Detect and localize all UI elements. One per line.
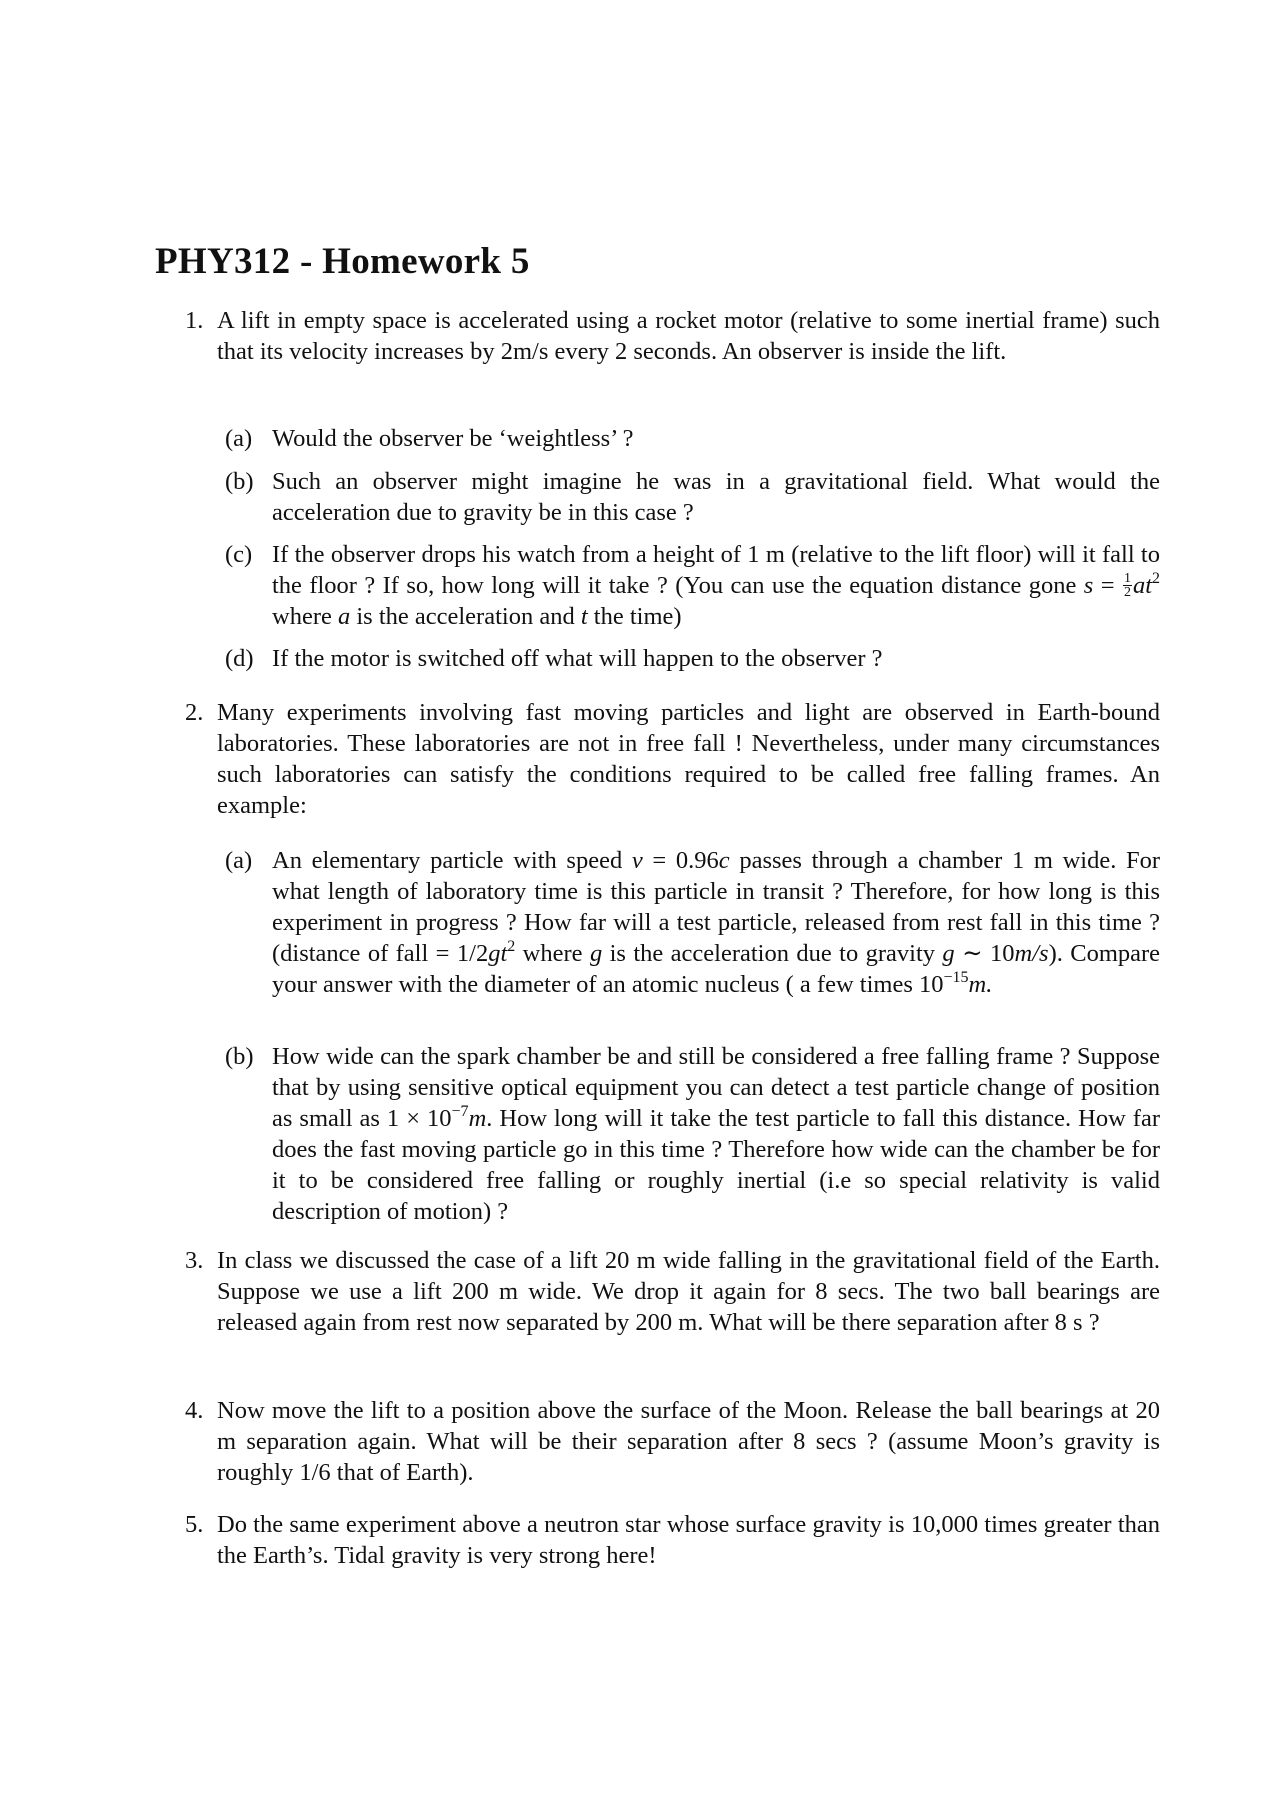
- subquestion-label: (c): [225, 541, 253, 568]
- math-var: m: [468, 1105, 487, 1132]
- question-number: 3.: [185, 1247, 204, 1274]
- text-segment: An elementary particle with speed: [272, 847, 623, 874]
- subquestion-text: If the motor is switched off what will happen to the observer ?: [272, 645, 883, 672]
- text-segment: ∼ 10: [962, 940, 1015, 967]
- math-var: s: [1083, 572, 1094, 599]
- math-var: g: [589, 940, 603, 967]
- question-4: [185, 1395, 1160, 1488]
- question-1a: [225, 423, 1160, 454]
- subquestion-text: Such an observer might imagine he was in a gravitational field. What would the acceleration due to gravity be in this case ?: [272, 468, 1160, 526]
- question-number: 5.: [185, 1511, 204, 1538]
- text-segment: where: [522, 940, 583, 967]
- page-title: PHY312 - Homework 5: [155, 241, 530, 282]
- text-segment: is the acceleration due to gravity: [609, 940, 936, 967]
- text-segment: How wide can the spark chamber be and still be considered a free falling frame ? Suppose that by using sensitive optical equipment you can detect a test particle change of position as small as 1 × 10: [272, 1043, 1160, 1132]
- question-2: [185, 697, 1160, 821]
- question-2a: [225, 845, 1160, 1000]
- math-var: gt: [488, 940, 508, 967]
- question-1b: [225, 466, 1160, 528]
- math-exponent: 2: [1152, 569, 1161, 587]
- text-segment: is the acceleration and: [356, 603, 575, 630]
- subquestion-text: Would the observer be ‘weightless’ ?: [272, 425, 634, 452]
- question-text: Now move the lift to a position above the surface of the Moon. Release the ball bearings at 20 m separation again. What will be their separation after 8 secs ? (assume Moon’s gravity is roughly 1/6 that of Earth).: [217, 1397, 1160, 1486]
- math-exponent: −7: [451, 1102, 469, 1120]
- subquestion-text: [272, 1041, 1160, 1227]
- text-segment: the time): [593, 603, 682, 630]
- question-text: Do the same experiment above a neutron star whose surface gravity is 10,000 times greater than the Earth’s. Tidal gravity is very strong here!: [217, 1511, 1160, 1569]
- math-var: m.: [968, 971, 993, 998]
- question-number: 4.: [185, 1397, 204, 1424]
- math-var: v: [631, 847, 643, 874]
- subquestion-label: (b): [225, 1043, 254, 1070]
- question-1: [185, 305, 1160, 367]
- fraction-numerator: 1: [1123, 570, 1131, 586]
- math-op: =: [1100, 572, 1115, 599]
- subquestion-label: (b): [225, 468, 254, 495]
- math-exponent: −15: [943, 968, 969, 986]
- math-exponent: 2: [507, 937, 516, 955]
- question-number: 1.: [185, 307, 204, 334]
- fraction: [1123, 572, 1132, 599]
- question-3: [185, 1245, 1160, 1338]
- question-text: Many experiments involving fast moving particles and light are observed in Earth-bound laboratories. These laboratories are not in free fall ! Nevertheless, under many circumstances such laboratories can satisfy the conditions required to be called free falling frames. An example:: [217, 699, 1160, 819]
- question-text: A lift in empty space is accelerated using a rocket motor (relative to some inertial frame) such that its velocity increases by 2m/s every 2 seconds. An observer is inside the lift.: [217, 307, 1160, 365]
- math-var: m/s: [1014, 940, 1049, 967]
- question-5: [185, 1509, 1160, 1571]
- subquestion-label: (d): [225, 645, 254, 672]
- question-text: In class we discussed the case of a lift 20 m wide falling in the gravitational field of the Earth. Suppose we use a lift 200 m wide. We drop it again for 8 secs. The two ball bearings are released again from rest now separated by 200 m. What will be there separation after 8 s ?: [217, 1247, 1160, 1336]
- math-var: a: [1132, 572, 1146, 599]
- subquestion-label: (a): [225, 847, 253, 874]
- fraction-denominator: 2: [1123, 584, 1131, 600]
- text-segment: passes through a chamber 1 m wide. For what length of laboratory time is this particle in transit ? Therefore, for how long is this experiment in progress ? How far will a test particle, released from rest fall in this time ? (distance of fall = 1/2: [272, 847, 1161, 967]
- math-var: a: [337, 603, 351, 630]
- math-var: c: [718, 847, 730, 874]
- subquestion-label: (a): [225, 425, 253, 452]
- question-1c: [225, 539, 1160, 632]
- text-segment: ). Compare your answer with the diameter of an atomic nucleus ( a few times 10: [272, 940, 1161, 998]
- subquestion-text: [272, 539, 1160, 632]
- subquestion-text: [272, 845, 1160, 1000]
- math-var: g: [942, 940, 955, 967]
- math-var: t: [580, 603, 588, 630]
- text-segment: If the observer drops his watch from a height of 1 m (relative to the lift floor) will it fall to the floor ? If so, how long will it take ? (You can use the equation distance gone: [272, 541, 1160, 599]
- question-2b: [225, 1041, 1160, 1227]
- question-1d: [225, 643, 1160, 674]
- text-segment: where: [272, 603, 332, 630]
- text-segment: = 0.96: [652, 847, 719, 874]
- text-segment: . How long will it take the test particle to fall this distance. How far does the fast moving particle go in this time ? Therefore how wide can the chamber be for it to be considered free falling or roughly inertial (i.e so special relativity is valid description of motion) ?: [272, 1105, 1160, 1225]
- math-var: t: [1145, 572, 1153, 599]
- question-number: 2.: [185, 699, 204, 726]
